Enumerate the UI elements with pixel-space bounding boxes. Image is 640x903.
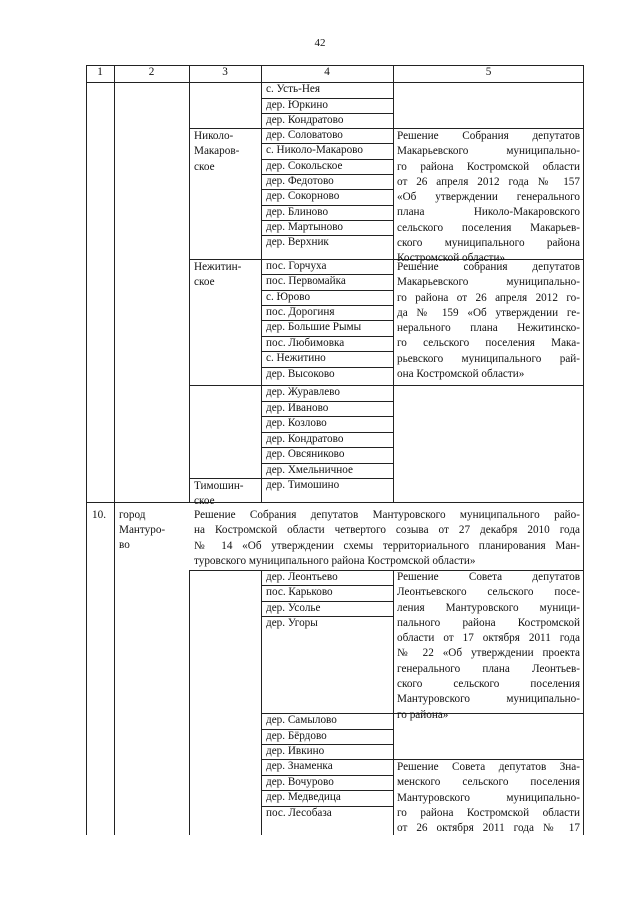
col-divider-4 [393, 65, 394, 502]
settlement-name: дер. Козлово [266, 417, 327, 429]
decision-line: Макарьевского муниципально- [397, 145, 580, 158]
decision-line: нерального плана Нежитинско- [397, 322, 580, 335]
decision-line: Решение Совета депутатов Зна- [397, 761, 580, 773]
settlement-name: дер. Самылово [266, 714, 337, 726]
settlement-name: дер. Бёрдово [266, 730, 327, 742]
row-10-top-line [86, 502, 584, 503]
col-divider-2 [189, 65, 190, 502]
settlement-name: пос. Карьково [266, 586, 333, 598]
decision-line: Костромской области» [397, 252, 506, 265]
rural-settlement-name: ское [194, 495, 215, 507]
decision-line: на Костромской области четвертого созыва от 27 декабря 2010 года [194, 524, 580, 537]
header-col-1: 1 [97, 66, 103, 78]
district-name: Мантуро- [119, 524, 166, 536]
decision-line: № 22 «Об утверждении проекта [397, 647, 580, 660]
settlement-name: дер. Блиново [266, 206, 329, 218]
col-divider-2b [189, 570, 190, 835]
settlement-name: дер. Медведица [266, 791, 341, 803]
decision-line: области от 17 октября 2011 года [397, 632, 580, 645]
rural-settlement-name: Нежитин- [194, 261, 242, 273]
settlement-name: дер. Усолье [266, 602, 321, 614]
col-divider-4b [393, 570, 394, 835]
header-divider [86, 82, 584, 83]
settlement-name: дер. Ивкино [266, 745, 325, 757]
decision-line: го района» [397, 708, 449, 721]
header-col-3: 3 [222, 66, 228, 78]
settlement-name: дер. Сокорново [266, 190, 340, 202]
decision-line: пального района Костромской [397, 616, 580, 629]
decision-line: ского сельского поселения [397, 678, 580, 691]
settlement-name: дер. Кондратово [266, 433, 344, 445]
district-name: во [119, 539, 130, 551]
settlement-name: с. Нежитино [266, 352, 326, 364]
settlement-name: дер. Большие Рымы [266, 321, 362, 333]
settlement-name: пос. Горчуха [266, 260, 327, 272]
decision-line: Решение собрания депутатов [397, 261, 580, 273]
header-col-4: 4 [324, 66, 330, 78]
settlement-name: пос. Первомайка [266, 275, 346, 287]
settlement-name: пос. Любимовка [266, 337, 345, 349]
decision-line: «Об утверждении генерального [397, 191, 580, 204]
settlement-name: с. Усть-Нея [266, 83, 321, 95]
decision-text-nikolo [397, 129, 580, 267]
settlement-name: с. Николо-Макарово [266, 144, 363, 156]
rural-settlement-name: Николо- [194, 130, 234, 142]
settlement-name: дер. Иваново [266, 402, 329, 414]
table-border-left [86, 65, 87, 835]
settlement-name: пос. Дорогиня [266, 306, 335, 318]
settlement-name: пос. Лесобаза [266, 807, 332, 819]
settlement-name: дер. Леонтьево [266, 571, 338, 583]
col-divider-1 [114, 65, 115, 835]
decision-line: туровского муниципального района Костромской области» [194, 554, 476, 567]
decision-line: ского муниципального района [397, 237, 580, 250]
settlement-name: дер. Мартыново [266, 221, 343, 233]
decision-line: от 26 октября 2011 года № 17 [397, 822, 580, 835]
district-name: город [119, 509, 146, 521]
settlement-name: дер. Журавлево [266, 386, 340, 398]
decision-line: менского сельского поселения [397, 776, 580, 789]
decision-line: го района Костромской области [397, 806, 580, 819]
decision-text-leontievo [397, 570, 580, 723]
decision-line: Решение Собрания депутатов Мантуровского муниципального райо- [194, 509, 580, 521]
decision-line: Решение Собрания депутатов [397, 130, 580, 142]
district-decision-text [194, 508, 580, 569]
decision-text-nezhitino [397, 260, 580, 382]
decision-line: Решение Совета депутатов [397, 571, 580, 583]
rural-settlement-name: Макаров- [194, 145, 240, 157]
decision-line: Мантуровского муниципально- [397, 791, 580, 804]
settlement-name: дер. Сокольское [266, 160, 343, 172]
decision-line: генерального плана Леонтьев- [397, 662, 580, 675]
decision-line: от 26 апреля 2012 года № 157 [397, 175, 580, 188]
decision-line: плана Николо-Макаровского [397, 206, 580, 219]
row-number: 10. [92, 509, 106, 521]
decision-line: го района от 26 апреля 2012 го- [397, 291, 580, 304]
settlement-name: дер. Вочурово [266, 776, 334, 788]
header-col-5: 5 [485, 66, 492, 78]
settlement-name: с. Юрово [266, 291, 311, 303]
settlement-name: дер. Знаменка [266, 760, 333, 772]
page-number: 42 [314, 37, 326, 49]
decision-line: рьевского муниципального рай- [397, 352, 580, 365]
rural-settlement-name: ское [194, 276, 215, 288]
decision-line: Мантуровского муниципально- [397, 693, 580, 706]
decision-line: го сельского поселения Мака- [397, 337, 580, 350]
settlement-name: дер. Овсяниково [266, 448, 345, 460]
settlement-plans-table [86, 65, 584, 835]
rural-settlement-name: ское [194, 161, 215, 173]
decision-line: она Костромской области» [397, 368, 525, 381]
settlement-name: дер. Кондратово [266, 114, 344, 126]
section-line [189, 385, 584, 386]
decision-line: Леонтьевского сельского посе- [397, 586, 580, 599]
settlement-name: дер. Верхник [266, 236, 329, 248]
decision-line: Макарьевского муниципально- [397, 276, 580, 289]
decision-line: сельского поселения Макарьев- [397, 221, 580, 234]
settlement-name: дер. Хмельничное [266, 464, 353, 476]
rural-settlement-name: Тимошин- [194, 480, 244, 492]
settlement-name: дер. Тимошино [266, 479, 340, 491]
decision-line: го района Костромской области [397, 160, 580, 173]
col-divider-3 [261, 65, 262, 502]
decision-line: ления Мантуровского муници- [397, 601, 580, 614]
settlement-name: дер. Федотово [266, 175, 334, 187]
header-col-2: 2 [148, 66, 155, 78]
settlement-name: дер. Угоры [266, 617, 318, 629]
decision-text-znamenka [397, 760, 580, 836]
table-border-right [583, 65, 584, 835]
decision-line: да № 159 «Об утверждении ге- [397, 306, 580, 319]
settlement-name: дер. Соловатово [266, 129, 343, 141]
decision-line: № 14 «Об утверждении схемы территориального планирования Ман- [194, 539, 580, 552]
settlement-name: дер. Юркино [266, 99, 328, 111]
settlement-name: дер. Высоково [266, 368, 335, 380]
col-divider-3b [261, 570, 262, 835]
